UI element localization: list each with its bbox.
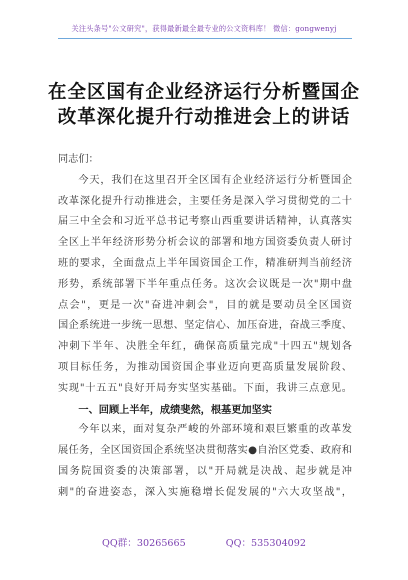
document-title bbox=[40, 80, 368, 130]
salutation: 同志们： bbox=[58, 154, 99, 165]
document-body bbox=[58, 150, 352, 504]
paragraph-line: 点会"，更是一次"奋进冲刺会"，目的就是要动员全区国资 bbox=[58, 299, 352, 311]
paragraph-line: 今年以来，面对复杂严峻的外部环境和艰巨繁重的改革发 bbox=[78, 424, 352, 436]
paragraph-line: 改革深化提升行动推进会，主要任务是深入学习贯彻党的二十 bbox=[58, 195, 352, 207]
title-line-2: 改革深化提升行动推进会上的讲话 bbox=[57, 107, 351, 128]
paragraph-line: 刺"的奋进姿态，深入实施稳增长促发展的"六大攻坚战"， bbox=[58, 486, 352, 498]
paragraph-line: 届三中全会和习近平总书记考察山西重要讲话精神，认真落实 bbox=[58, 216, 352, 228]
header-divider bbox=[58, 38, 352, 39]
paragraph-line: 冲刺下半年、决胜全年红，确保高质量完成"十四五"规划各 bbox=[58, 341, 352, 353]
title-line-1: 在全区国有企业经济运行分析暨国企 bbox=[47, 82, 360, 103]
paragraph-line: 形势，系统部署下半年重点任务。这次会议既是一次"期中盘 bbox=[58, 278, 352, 290]
section-heading: 一、回顾上半年，成绩斐然，根基更加坚实 bbox=[78, 403, 272, 416]
paragraph-line: 实现"十五五"良好开局夯实坚实基础。下面，我讲三点意见。 bbox=[58, 382, 352, 394]
paragraph-line: 展任务，全区国资国企系统坚决贯彻落实●自治区党委、政府和 bbox=[58, 445, 352, 457]
header-banner: 关注头条号"公文研究"，获得最新最全最专业的公文资料库！ 微信：gongwenyj bbox=[71, 24, 337, 33]
footer-qq-group: QQ群：30265665 bbox=[101, 538, 186, 549]
paragraph-line: 今天，我们在这里召开全区国有企业经济运行分析暨国企 bbox=[78, 174, 352, 186]
paragraph-line: 项目标任务，为推动国资国企事业迈向更高质量发展阶段、 bbox=[58, 361, 352, 373]
paragraph-line: 全区上半年经济形势分析会议的部署和地方国资委负责人研讨 bbox=[58, 237, 352, 249]
paragraph-line: 班的要求，全面盘点上半年国资国企工作，精准研判当前经济 bbox=[58, 257, 352, 269]
paragraph-line: 国企系统进一步统一思想、坚定信心、加压奋进，奋战三季度、 bbox=[58, 320, 352, 332]
footer-qq: QQ：535304092 bbox=[225, 538, 306, 549]
footer-contact bbox=[0, 535, 408, 549]
paragraph-line: 国务院国资委的决策部署，以"开局就是决战、起步就是冲 bbox=[58, 465, 352, 477]
